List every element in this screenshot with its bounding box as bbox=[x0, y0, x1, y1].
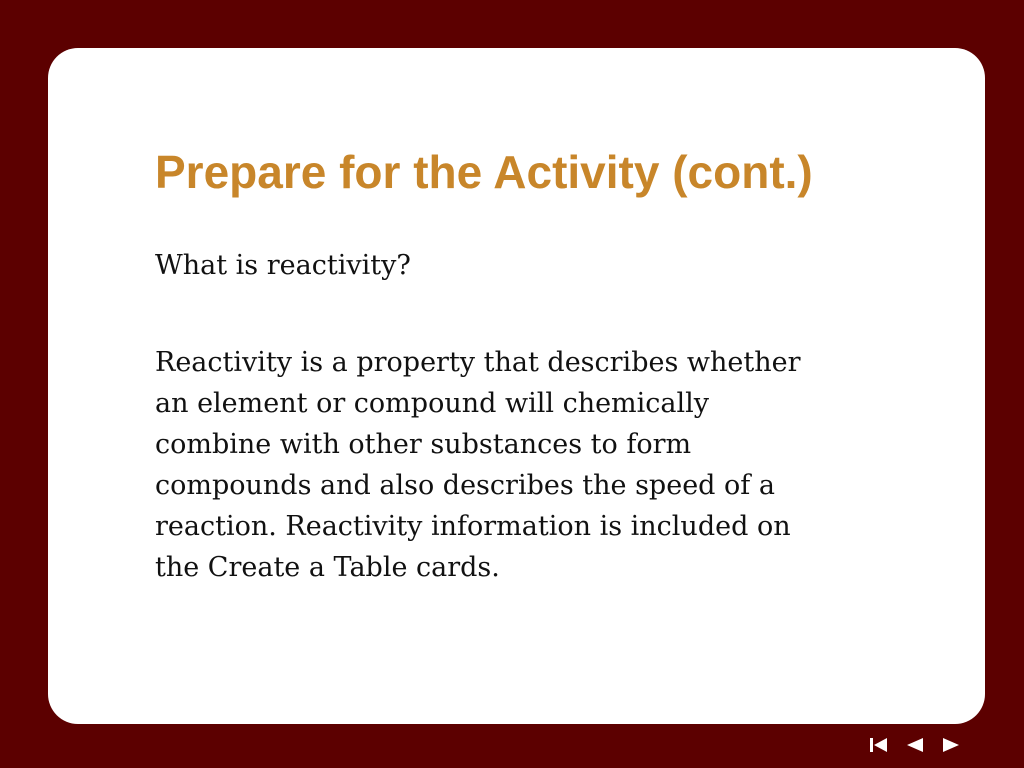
slide-title: Prepare for the Activity (cont.) bbox=[155, 146, 813, 198]
answer-line: compounds and also describes the speed of a bbox=[155, 470, 775, 501]
answer-line: combine with other substances to form bbox=[155, 429, 692, 460]
answer-paragraph bbox=[155, 342, 875, 588]
answer-line: an element or compound will chemically bbox=[155, 388, 710, 419]
first-slide-button[interactable] bbox=[868, 736, 890, 754]
previous-slide-button[interactable] bbox=[904, 736, 926, 754]
answer-line: reaction. Reactivity information is included on bbox=[155, 511, 791, 542]
previous-slide-icon bbox=[905, 737, 925, 753]
first-slide-icon bbox=[869, 737, 889, 753]
question-text: What is reactivity? bbox=[155, 250, 411, 281]
next-slide-button[interactable] bbox=[940, 736, 962, 754]
slide-navigation bbox=[868, 736, 962, 754]
slide-content-card bbox=[48, 48, 985, 724]
answer-line: the Create a Table cards. bbox=[155, 552, 500, 583]
next-slide-icon bbox=[941, 737, 961, 753]
answer-line: Reactivity is a property that describes whether bbox=[155, 347, 801, 378]
